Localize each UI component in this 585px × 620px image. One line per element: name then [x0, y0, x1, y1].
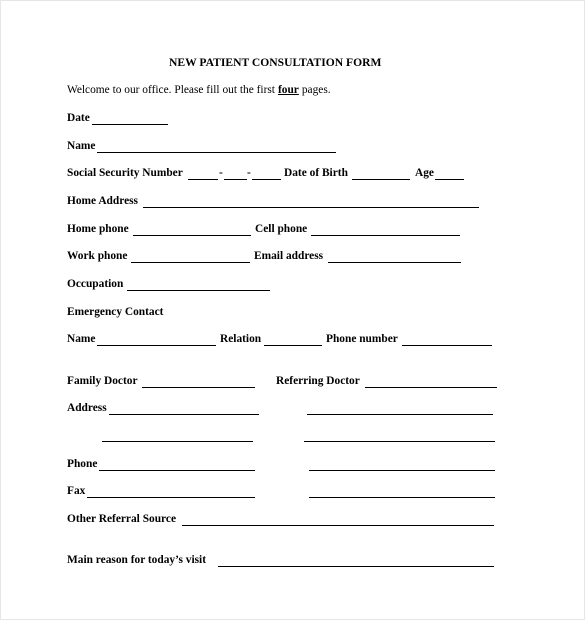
- occupation-field[interactable]: [127, 290, 270, 291]
- referring-doctor-field[interactable]: [365, 387, 497, 388]
- dob-label: Date of Birth: [284, 167, 348, 179]
- ec-name-field[interactable]: [97, 345, 216, 346]
- phone-number-label: Phone number: [326, 333, 398, 345]
- other-referral-field[interactable]: [182, 525, 494, 526]
- doctor-address-label: Address: [67, 402, 107, 414]
- welcome-text-end: pages.: [301, 84, 331, 96]
- ssn-dash-2: -: [247, 167, 251, 179]
- cell-phone-field[interactable]: [311, 235, 460, 236]
- family-doctor-address-field-1[interactable]: [109, 414, 259, 415]
- name-label: Name: [67, 140, 96, 152]
- doctor-phone-label: Phone: [67, 458, 98, 470]
- cell-phone-label: Cell phone: [255, 223, 308, 235]
- family-doctor-label: Family Doctor: [67, 375, 138, 387]
- home-address-field[interactable]: [143, 207, 479, 208]
- family-doctor-field[interactable]: [142, 387, 255, 388]
- referring-doctor-address-field-1[interactable]: [307, 414, 493, 415]
- email-field[interactable]: [328, 262, 461, 263]
- ssn-field-3[interactable]: [252, 179, 281, 180]
- name-field[interactable]: [97, 152, 336, 153]
- other-referral-label: Other Referral Source: [67, 513, 177, 525]
- email-label: Email address: [254, 250, 324, 262]
- family-doctor-address-field-2[interactable]: [102, 441, 253, 442]
- main-reason-field[interactable]: [218, 566, 494, 567]
- referring-doctor-phone-field[interactable]: [309, 470, 495, 471]
- welcome-emphasis: four: [277, 84, 299, 96]
- work-phone-label: Work phone: [67, 250, 128, 262]
- home-address-label: Home Address: [67, 195, 138, 207]
- ssn-field-2[interactable]: [224, 179, 247, 180]
- dob-field[interactable]: [352, 179, 410, 180]
- relation-label: Relation: [220, 333, 262, 345]
- phone-number-field[interactable]: [402, 345, 492, 346]
- referring-doctor-address-field-2[interactable]: [304, 441, 495, 442]
- main-reason-label: Main reason for today’s visit: [67, 554, 207, 566]
- work-phone-field[interactable]: [131, 262, 250, 263]
- doctor-fax-label: Fax: [67, 485, 86, 497]
- emergency-contact-heading: Emergency Contact: [67, 306, 164, 318]
- occupation-label: Occupation: [67, 278, 124, 290]
- age-field[interactable]: [435, 179, 464, 180]
- ssn-dash-1: -: [219, 167, 223, 179]
- date-field[interactable]: [92, 124, 168, 125]
- date-label: Date: [67, 112, 90, 124]
- age-label: Age: [415, 167, 434, 179]
- ssn-field-1[interactable]: [188, 179, 218, 180]
- welcome-text: [67, 84, 331, 97]
- ssn-label: Social Security Number: [67, 167, 183, 179]
- welcome-text-start: Welcome to our office. Please fill out the first: [67, 84, 275, 96]
- form-title: NEW PATIENT CONSULTATION FORM: [169, 56, 382, 69]
- referring-doctor-label: Referring Doctor: [276, 375, 360, 387]
- home-phone-field[interactable]: [133, 235, 251, 236]
- family-doctor-phone-field[interactable]: [99, 470, 255, 471]
- relation-field[interactable]: [264, 345, 322, 346]
- ec-name-label: Name: [67, 333, 96, 345]
- family-doctor-fax-field[interactable]: [87, 497, 255, 498]
- referring-doctor-fax-field[interactable]: [309, 497, 495, 498]
- home-phone-label: Home phone: [67, 223, 129, 235]
